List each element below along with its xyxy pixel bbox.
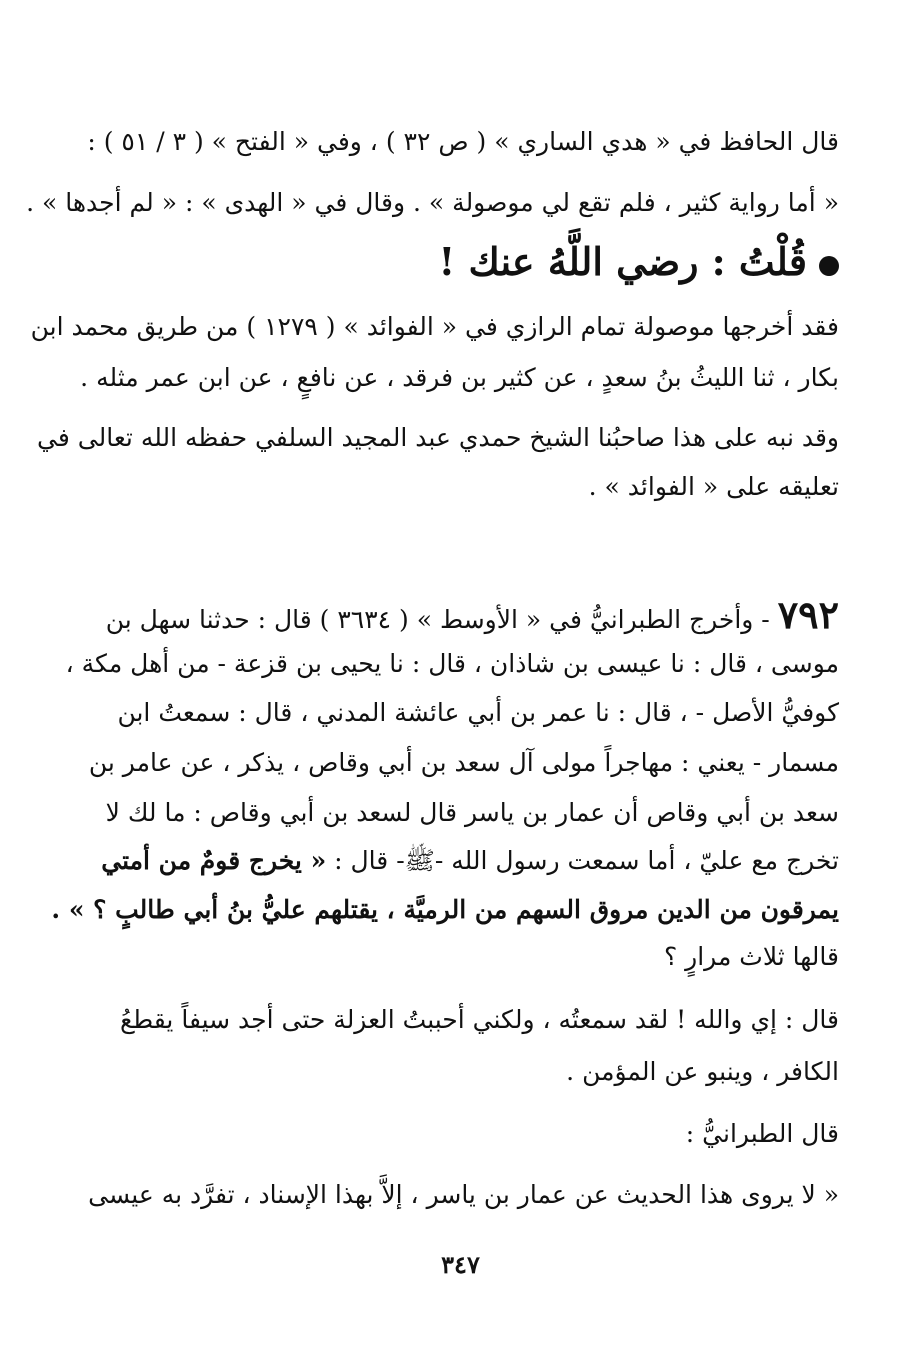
heading-text: قُلْتُ : رضي اللَّهُ عنك ! [438,239,807,284]
text-line: سعد بن أبي وقاص أن عمار بن ياسر قال لسعد بن أبي وقاص : ما لك لا [105,798,839,827]
text-line: كوفيُّ الأصل - ، قال : نا عمر بن أبي عائشة المدني ، قال : سمعتُ ابن [117,698,839,727]
text-line: وقد نبه على هذا صاحبُنا الشيخ حمدي عبد المجيد السلفي حفظه الله تعالى في [37,423,839,452]
text-line: « أما رواية كثير ، فلم تقع لي موصولة » . وقال في « الهدى » : « لم أجدها » . [26,188,839,217]
text-line: مسمار - يعني : مهاجراً مولى آل سعد بن أبي وقاص ، يذكر ، عن عامر بن [88,748,839,777]
text-line: فقد أخرجها موصولة تمام الرازي في « الفوائد » ( ١٢٧٩ ) من طريق محمد ابن [30,312,839,341]
hadith-number: ٧٩٢ [777,592,839,637]
bold-quote: « يخرج قومٌ من أمتي [101,846,327,875]
text-line [77,841,839,881]
text-span: - وأخرج الطبرانيُّ في « الأوسط » ( ٣٦٣٤ ) قال : حدثنا سهل بن [105,605,770,634]
bold-quote-line: يمرقون من الدين مروق السهم من الرميَّة ، يقتلهم عليُّ بنُ أبي طالبٍ ؟ » . [51,895,839,924]
text-line: تعليقه على « الفوائد » . [588,472,839,501]
text-line: قال الحافظ في « هدي الساري » ( ص ٣٢ ) ، وفي « الفتح » ( ٣ / ٥١ ) : [87,127,839,156]
text-line: موسى ، قال : نا عيسى بن شاذان ، قال : نا يحيى بن قزعة - من أهل مكة ، [65,649,839,678]
text-line: قال : إي والله ! لقد سمعتُه ، ولكني أحببتُ العزلة حتى أجد سيفاً يقطعُ [119,1005,839,1034]
hadith-first-line [77,592,839,638]
page-number: ٣٤٧ [441,1250,480,1279]
text-line: قالها ثلاث مرارٍ ؟ [663,942,839,971]
bullet-icon [819,256,839,276]
text-line: قال الطبرانيُّ : [685,1119,839,1148]
text-line: « لا يروى هذا الحديث عن عمار بن ياسر ، إلاَّ بهذا الإسناد ، تفرَّد به عيسى [88,1180,839,1209]
section-heading [77,234,839,290]
text-line: الكافر ، وينبو عن المؤمن . [566,1057,839,1086]
text-span: تخرج مع عليّ ، أما سمعت رسول الله -ﷺ- قال : [326,846,839,875]
text-line: بكار ، ثنا الليثُ بنُ سعدٍ ، عن كثير بن فرقد ، عن نافعٍ ، عن ابن عمر مثله . [80,363,839,392]
